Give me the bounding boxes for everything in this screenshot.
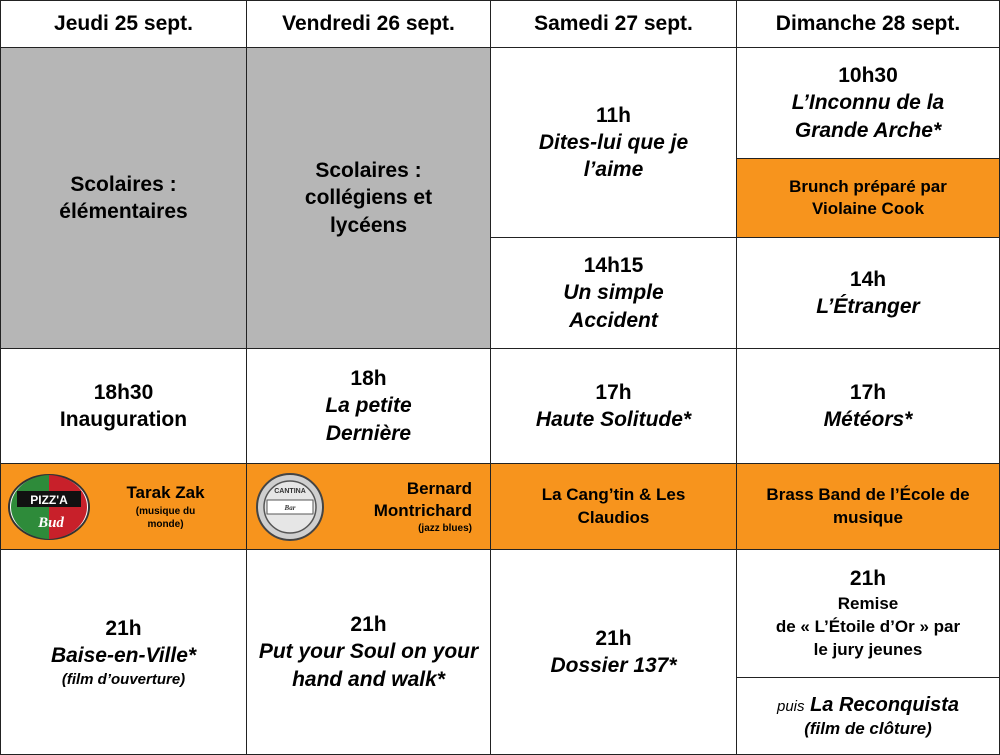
- thu-schools-title: Scolaires : élémentaires: [59, 172, 188, 223]
- sat-17h-time: 17h: [595, 380, 632, 404]
- svg-text:Bar: Bar: [284, 503, 296, 512]
- sun-award-line3: le jury jeunes: [813, 640, 923, 660]
- fri-music: [246, 463, 491, 550]
- sun-14h-film: L’Étranger: [816, 295, 920, 318]
- fri-21h-screening: [246, 549, 491, 755]
- sat-11h-time: 11h: [595, 103, 632, 127]
- thu-music-artist: Tarak Zak: [126, 483, 205, 503]
- sat-17h-screening: [490, 348, 737, 464]
- sat-11h-screening: [490, 47, 737, 238]
- svg-text:PIZZ'A: PIZZ'A: [30, 492, 68, 507]
- header-thursday: Jeudi 25 sept.: [0, 0, 247, 48]
- sat-music: [490, 463, 737, 550]
- header-friday: Vendredi 26 sept.: [246, 0, 491, 48]
- sun-closing-film-title: La Reconquista: [810, 693, 959, 716]
- sun-10h30-time: 10h30: [838, 64, 898, 88]
- sun-21h-award: [736, 549, 1000, 678]
- thu-21h-screening: [0, 549, 247, 755]
- sun-17h-film: Météors*: [823, 408, 913, 431]
- pizza-bud-logo: [7, 473, 91, 541]
- fri-18h-time: 18h: [350, 367, 387, 391]
- sun-14h-screening: [736, 237, 1000, 349]
- thu-music-genre: (musique du monde): [135, 505, 196, 530]
- fri-18h-screening: [246, 348, 491, 464]
- sat-21h-film: Dossier 137*: [550, 654, 677, 677]
- fri-21h-film: Put your Soul on your hand and walk*: [258, 640, 479, 691]
- fri-music-genre: (jazz blues): [418, 523, 472, 535]
- fri-music-artist: Bernard Montrichard: [373, 478, 472, 520]
- sun-closing-film-line: [777, 692, 959, 718]
- svg-text:Bud: Bud: [38, 514, 64, 531]
- sun-17h-time: 17h: [849, 380, 887, 404]
- pizza-bud-logo-svg: [7, 473, 91, 541]
- fri-schools-secondary: [246, 47, 491, 349]
- header-saturday: Samedi 27 sept.: [490, 0, 737, 48]
- sun-17h-screening: [736, 348, 1000, 464]
- fri-schools-title: Scolaires : collégiens et lycéens: [304, 159, 433, 237]
- sun-award-line1: Remise: [837, 594, 899, 614]
- thu-21h-time: 21h: [105, 616, 142, 640]
- sun-closing-puis: puis: [776, 697, 805, 715]
- sat-21h-time: 21h: [595, 626, 632, 650]
- sat-14h15-film: Un simple Accident: [563, 281, 664, 332]
- sun-21h-time: 21h: [849, 566, 887, 590]
- sat-21h-screening: [490, 549, 737, 755]
- sat-music-artist: La Cang’tin & Les Claudios: [541, 485, 686, 527]
- sat-11h-film: Dites-lui que je l’aime: [538, 130, 689, 182]
- sun-14h-time: 14h: [849, 267, 887, 291]
- sun-10h30-screening: [736, 47, 1000, 159]
- sat-14h15-screening: [490, 237, 737, 349]
- fri-21h-time: 21h: [350, 613, 387, 637]
- sat-17h-film: Haute Solitude*: [535, 408, 692, 431]
- sun-music: [736, 463, 1000, 550]
- sun-closing-note: (film de clôture): [804, 718, 932, 738]
- thu-music: [0, 463, 247, 550]
- cantina-logo-svg: [255, 472, 325, 542]
- sun-music-artist: Brass Band de l’École de musique: [766, 485, 970, 527]
- sun-award-line2: de « L’Étoile d’Or » par: [775, 617, 961, 637]
- fri-18h-film: La petite Dernière: [325, 394, 412, 445]
- sun-brunch-text: Brunch préparé par Violaine Cook: [789, 176, 947, 218]
- svg-text:CANTINA: CANTINA: [274, 487, 306, 495]
- header-sunday: Dimanche 28 sept.: [736, 0, 1000, 48]
- thu-21h-note: (film d’ouverture): [61, 670, 186, 688]
- thu-schools-elementary: [0, 47, 247, 349]
- sun-10h30-film: L’Inconnu de la Grande Arche*: [791, 91, 945, 142]
- thu-inauguration-time: 18h30: [93, 380, 154, 404]
- sun-closing-film: [736, 677, 1000, 755]
- thu-inauguration: [0, 348, 247, 464]
- sat-14h15-time: 14h15: [583, 254, 644, 278]
- thu-inauguration-title: Inauguration: [59, 408, 188, 431]
- cantina-logo: [255, 472, 325, 542]
- thu-21h-film: Baise-en-Ville*: [50, 644, 197, 668]
- sun-brunch: [736, 158, 1000, 238]
